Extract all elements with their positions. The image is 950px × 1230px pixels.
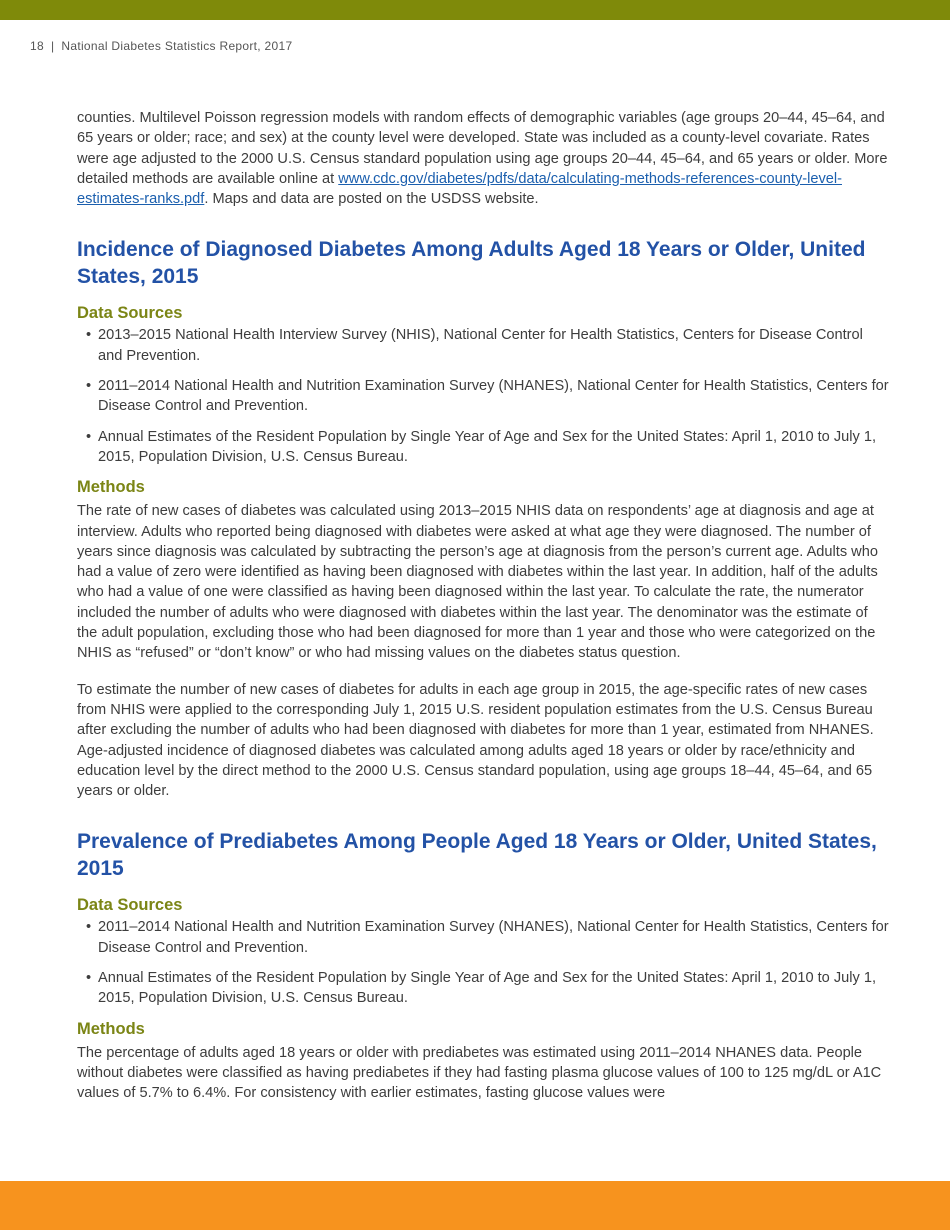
page-header — [30, 39, 292, 53]
list-item: • 2013–2015 National Health Interview Survey (NHIS), National Center for Health Statistics, Centers for Disease Control and Prevention. — [86, 327, 863, 364]
page-number: 18 — [30, 39, 44, 53]
list-item: • Annual Estimates of the Resident Population by Single Year of Age and Sex for the United States: April 1, 2010 to July 1, 2015, Population Division, U.S. Census Bureau. — [86, 428, 877, 465]
section-title-prediabetes: Prevalence of Prediabetes Among People Aged 18 Years or Older, United States, 2015 — [77, 830, 877, 881]
methods-link[interactable]: www.cdc.gov/diabetes/pdfs/data/calculating-methods-references-county-level-estimates-ranks.pdf — [77, 170, 842, 208]
methods-heading: Methods — [77, 1019, 145, 1038]
top-color-bar — [0, 0, 950, 20]
header-separator: | — [50, 39, 55, 53]
methods-paragraph: The percentage of adults aged 18 years or older with prediabetes was estimated using 2011–2014 NHANES data. People without diabetes were classified as having prediabetes if they had fasting plasma glucose values of 100 to 125 mg/dL or A1C values of 5.7% to 6.4%. For consistency with earlier estimates, fasting glucose values were — [77, 1044, 882, 1102]
methods-heading: Methods — [77, 478, 145, 497]
methods-paragraph: To estimate the number of new cases of diabetes for adults in each age group in 2015, the age-specific rates of new cases from NHIS were applied to the corresponding July 1, 2015 U.S. resident population estimates from the U.S. Census Bureau after excluding the number of adults who had been diagnosed with diabetes for more than 1 year, estimated from NHANES. Age-adjusted incidence of diagnosed diabetes was calculated among adults aged 18 years or older by race/ethnicity and education level by the direct method to the 2000 U.S. Census standard population, using age groups 18–44, 45–64, and 65 years or older. — [77, 681, 874, 800]
data-sources-heading: Data Sources — [77, 304, 183, 323]
bullet-icon: • — [86, 327, 92, 344]
bullet-icon: • — [86, 378, 92, 395]
bullet-icon: • — [86, 428, 92, 445]
list-item: • Annual Estimates of the Resident Population by Single Year of Age and Sex for the United States: April 1, 2010 to July 1, 2015, Population Division, U.S. Census Bureau. — [86, 970, 877, 1007]
bullet-icon: • — [86, 970, 92, 987]
methods-paragraph: The rate of new cases of diabetes was calculated using 2013–2015 NHIS data on respondents’ age at diagnosis and age at interview. Adults who reported being diagnosed with diabetes were asked at what age they were diagnosed. The number of years since diagnosis was calculated by subtracting the person’s age at diagnosis from the person’s current age. Adults who had a value of zero were identified as having been diagnosed with diabetes within the last year. In addition, half of the adults who had a value of one were classified as having been diagnosed within the last year. To calculate the rate, the numerator included the number of adults who were diagnosed with diabetes within the last year. The denominator was the estimate of the adult population, excluding those who had been diagnosed for more than 1 year and those who were categorized on the NHIS as “refused” or “don’t know” or who had missing values on the diabetes status question. — [77, 503, 878, 662]
bottom-color-bar — [0, 1181, 950, 1230]
list-item: • 2011–2014 National Health and Nutrition Examination Survey (NHANES), National Center for Health Statistics, Centers for Disease Control and Prevention. — [86, 919, 889, 956]
bullet-icon: • — [86, 919, 92, 936]
data-sources-heading: Data Sources — [77, 896, 183, 915]
report-title: National Diabetes Statistics Report, 2017 — [61, 39, 293, 53]
data-sources-list — [77, 917, 889, 1008]
section-title-incidence: Incidence of Diagnosed Diabetes Among Adults Aged 18 Years or Older, United States, 2015 — [77, 238, 866, 289]
page-content — [77, 108, 889, 1104]
intro-paragraph: counties. Multilevel Poisson regression models with random effects of demographic variables (age groups 20–44, 45–64, and 65 years or older; race; and sex) at the county level were developed. State was included as a county-level covariate. Rates were age adjusted to the 2000 U.S. Census standard population using age groups 20–44, 45–64, and 65 years or older. More detailed methods are available online at www.cdc.gov/diabetes/pdfs/data/calculating-methods-references-county-level-estimates-ranks.pdf. Maps and data are posted on the USDSS website. — [77, 110, 888, 208]
data-sources-list — [77, 325, 889, 467]
list-item: • 2011–2014 National Health and Nutrition Examination Survey (NHANES), National Center for Health Statistics, Centers for Disease Control and Prevention. — [86, 378, 889, 415]
